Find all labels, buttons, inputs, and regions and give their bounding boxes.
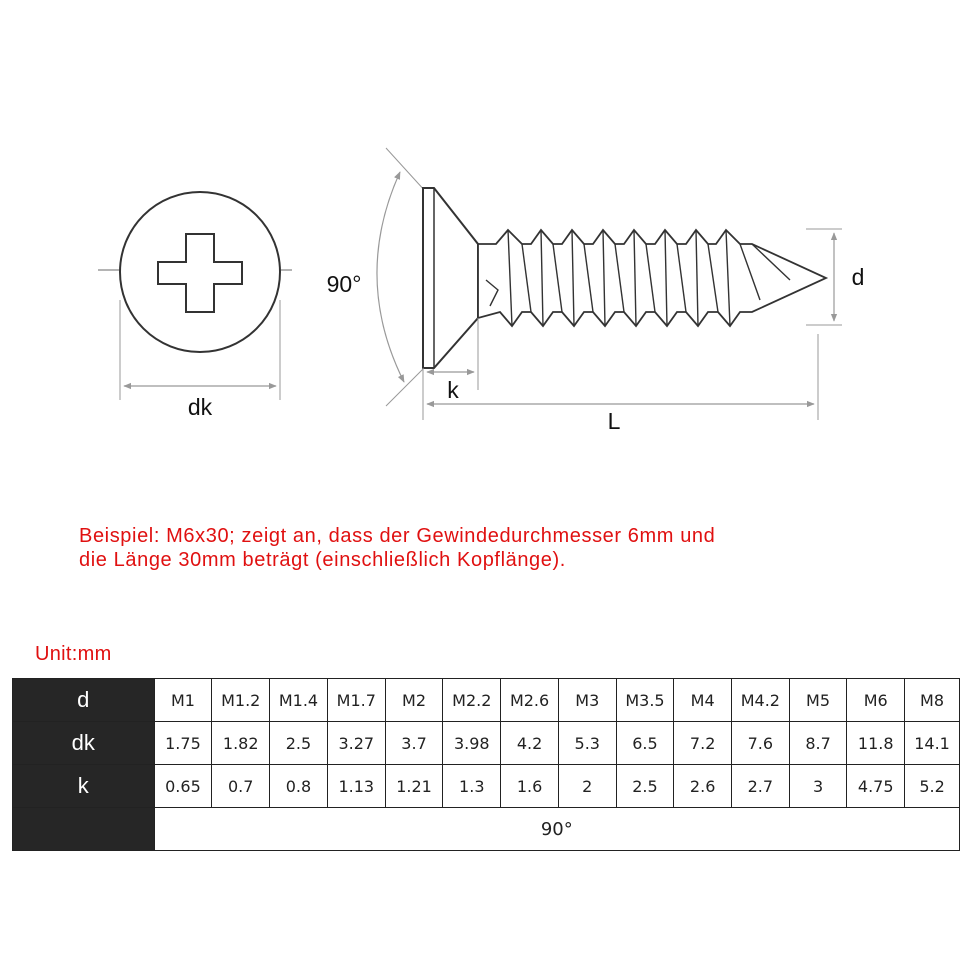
screw-side-view [327,148,865,434]
unit-label: Unit:mm [35,643,112,665]
table-cell: 8.7 [789,722,847,765]
table-cell: M2.2 [443,679,501,722]
table-cell: M5 [789,679,847,722]
angle-value-cell: 90° [154,808,959,851]
row-header-dk: dk [13,722,155,765]
table-cell: 7.6 [731,722,789,765]
table-cell: 2 [558,765,616,808]
example-note [79,524,939,572]
threaded-shank [478,230,826,326]
table-cell: M3.5 [616,679,674,722]
table-cell: 4.75 [847,765,905,808]
table-cell: 7.2 [674,722,732,765]
table-cell: 0.8 [270,765,328,808]
table-cell: M1.2 [212,679,270,722]
table-cell: M1 [154,679,212,722]
table-cell: 3.7 [385,722,443,765]
table-cell: M2.6 [501,679,559,722]
table-cell: 2.5 [270,722,328,765]
d-label: d [851,264,865,290]
screw-technical-drawing [0,0,960,470]
table-cell: M4.2 [731,679,789,722]
table-cell: 1.82 [212,722,270,765]
row-header-k: k [13,765,155,808]
table-row-dk [13,722,960,765]
countersunk-head [423,188,478,368]
table-row-angle [13,808,960,851]
table-cell: 1.21 [385,765,443,808]
table-cell: 0.7 [212,765,270,808]
example-note-line-2: die Länge 30mm beträgt (einschließlich Kopflänge). [79,549,566,571]
example-note-line-1: Beispiel: M6x30; zeigt an, dass der Gewindedurchmesser 6mm und [79,525,716,547]
table-row-d [13,679,960,722]
row-header-angle [13,808,155,851]
table-cell: 0.65 [154,765,212,808]
table-cell: 5.2 [905,765,960,808]
table-cell: 3.98 [443,722,501,765]
table-cell: M3 [558,679,616,722]
angle-line-bottom [386,366,426,406]
table-cell: 2.6 [674,765,732,808]
angle-line-top [386,148,426,192]
table-cell: 4.2 [501,722,559,765]
table-cell: M8 [905,679,960,722]
table-cell: 3.27 [327,722,385,765]
row-header-d: d [13,679,155,722]
table-cell: M1.4 [270,679,328,722]
table-cell: 3 [789,765,847,808]
angle-arc [377,172,404,382]
dimension-table [12,678,960,851]
table-row-k [13,765,960,808]
dimension-table-body [13,679,960,851]
l-label: L [607,408,621,434]
k-label: k [447,377,459,403]
table-cell: 1.13 [327,765,385,808]
screw-head-top-view [98,192,292,420]
table-cell: 1.3 [443,765,501,808]
table-cell: 6.5 [616,722,674,765]
table-cell: 2.5 [616,765,674,808]
angle-label: 90° [326,271,362,297]
table-cell: 14.1 [905,722,960,765]
table-cell: 2.7 [731,765,789,808]
table-cell: M2 [385,679,443,722]
table-cell: M1.7 [327,679,385,722]
table-cell: 1.6 [501,765,559,808]
table-cell: 5.3 [558,722,616,765]
dk-label: dk [187,394,213,420]
table-cell: M6 [847,679,905,722]
table-cell: M4 [674,679,732,722]
table-cell: 1.75 [154,722,212,765]
table-cell: 11.8 [847,722,905,765]
